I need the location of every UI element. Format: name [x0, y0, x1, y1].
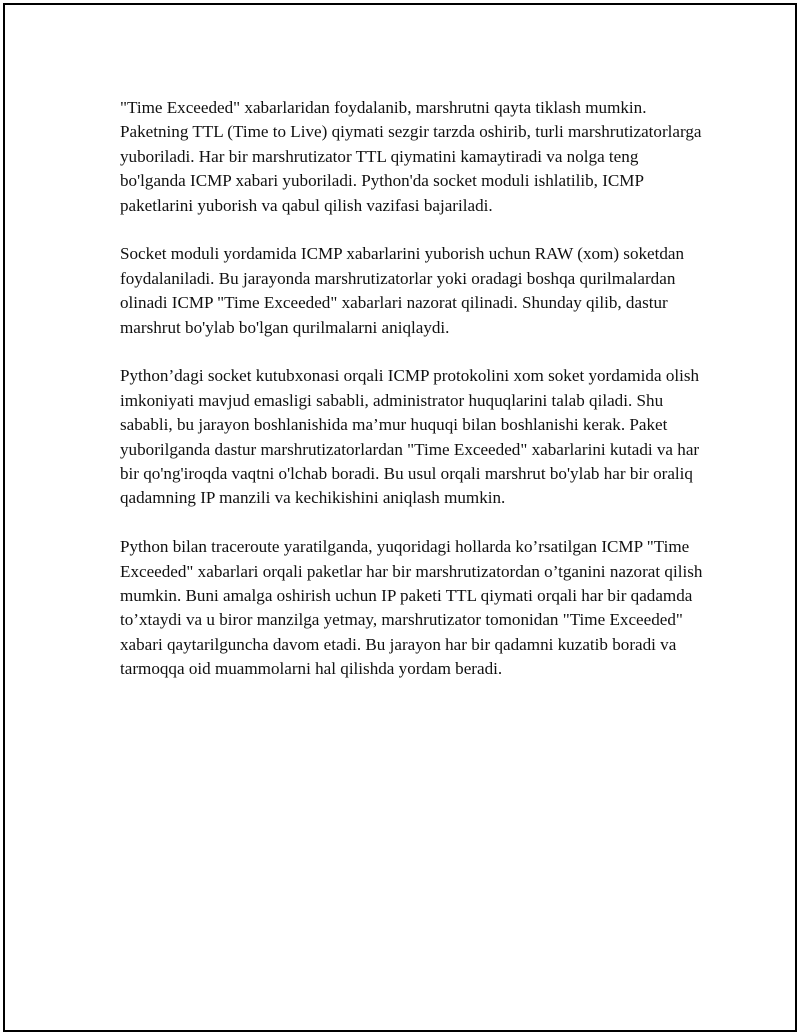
- paragraph-1: "Time Exceeded" xabarlaridan foydalanib, marshrutni qayta tiklash mumkin. Paketning TTL (Time to Live) qiymati sezgir tarzda oshirib, turli marshrutizatorlarga yuboriladi. Har bir marshrutizator TTL qiymatini kamaytiradi va nolga teng bo'lganda ICMP xabari yuboriladi. Python'da socket moduli ishlatilib, ICMP paketlarini yuborish va qabul qilish vazifasi bajariladi.: [120, 98, 702, 215]
- paragraph-4: Python bilan traceroute yaratilganda, yuqoridagi hollarda ko’rsatilgan ICMP "Time Exceeded" xabarlari orqali paketlar har bir marshrutizatordan o’tganini nazorat qilish mumkin. Buni amalga oshirish uchun IP paketi TTL qiymati orqali har bir qadamda to’xtaydi va u biror manzilga yetmay, marshrutizator tomonidan "Time Exceeded" xabari qaytarilguncha davom etadi. Bu jarayon har bir qadamni kuzatib boradi va tarmoqqa oid muammolarni hal qilishda yordam beradi.: [120, 537, 703, 679]
- document-page: [3, 3, 797, 1032]
- document-body: [120, 96, 705, 706]
- paragraph-3: Python’dagi socket kutubxonasi orqali ICMP protokolini xom soket yordamida olish imkoniyati mavjud emasligi sababli, administrator huquqlarini talab qiladi. Shu sababli, bu jarayon boshlanishida ma’mur huquqi bilan boshlanishi kerak. Paket yuborilganda dastur marshrutizatorlardan "Time Exceeded" xabarlarini kutadi va har bir qo'ng'iroqda vaqtni o'lchab boradi. Bu usul orqali marshrut bo'ylab har bir oraliq qadamning IP manzili va kechikishini aniqlash mumkin.: [120, 366, 700, 508]
- paragraph-2: Socket moduli yordamida ICMP xabarlarini yuborish uchun RAW (xom) soketdan foydalaniladi. Bu jarayonda marshrutizatorlar yoki oradagi boshqa qurilmalardan olinadi ICMP "Time Exceeded" xabarlari nazorat qilinadi. Shunday qilib, dastur marshrut bo'ylab bo'lgan qurilmalarni aniqlaydi.: [120, 244, 685, 337]
